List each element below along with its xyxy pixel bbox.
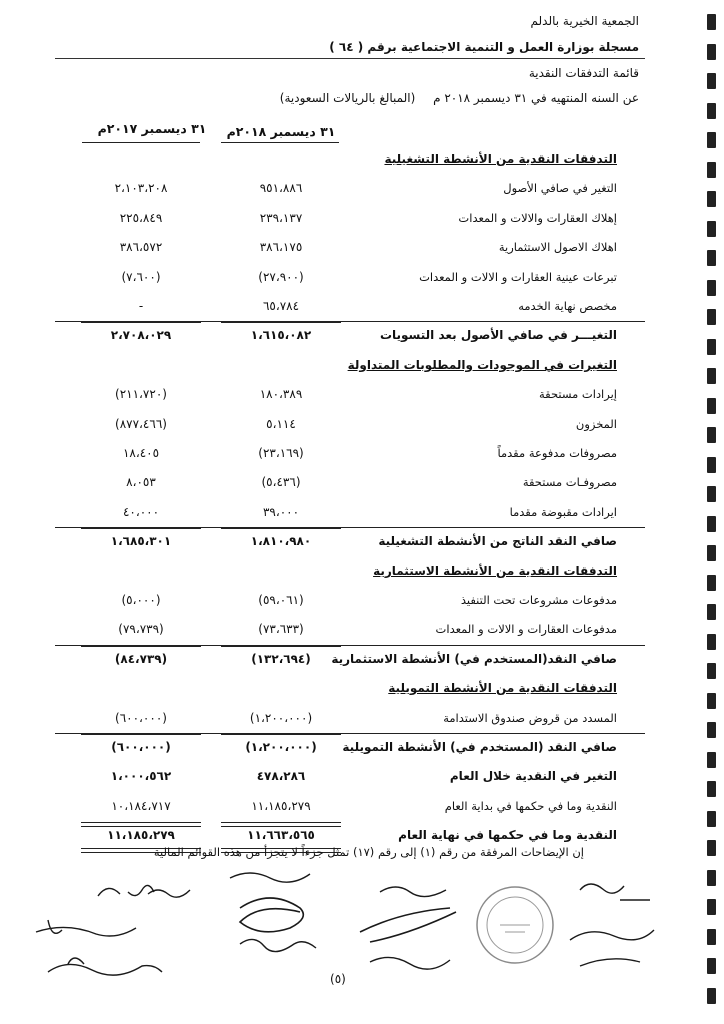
row-label: التغيرات في الموجودات والمطلوبات المتداولة	[347, 358, 617, 372]
row-label: النقدية وما في حكمها في نهاية العام	[398, 828, 617, 842]
value-2017: ٨،٠٥٣	[126, 475, 156, 489]
binding-tab	[707, 516, 716, 532]
value-2018: (١،٢٠٠،٠٠٠)	[249, 711, 313, 725]
page-number: (٥)	[330, 972, 346, 986]
binding-tab	[707, 457, 716, 473]
value-2018: (١،٢٠٠،٠٠٠)	[245, 740, 317, 754]
value-2018: (١٣٢،٦٩٤)	[251, 652, 311, 666]
value-2018: ٦٥،٧٨٤	[262, 299, 300, 313]
subtotal-rule	[81, 646, 201, 647]
binding-tab	[707, 545, 716, 561]
value-2017: (٥،٠٠٠)	[121, 593, 161, 607]
binding-tab	[707, 73, 716, 89]
row-label: التغير في صافي الأصول	[503, 181, 617, 195]
binding-tab	[707, 575, 716, 591]
signature-chairman	[28, 872, 208, 992]
table-row	[0, 211, 700, 233]
value-2018: (٥،٤٣٦)	[261, 475, 301, 489]
binding-tab	[707, 752, 716, 768]
association-seal	[470, 880, 560, 970]
value-2018: ١٨٠،٣٨٩	[259, 387, 303, 401]
value-2017: ٣٨٦،٥٧٢	[119, 240, 163, 254]
binding-tab	[707, 103, 716, 119]
row-label: إهلاك العقارات والالات و المعدات	[458, 211, 617, 225]
row-label: مدفوعات مشروعات تحت التنفيذ	[460, 593, 617, 607]
row-label: صافي النقد الناتج من الأنشطة التشغيلية	[378, 534, 617, 548]
signature-second	[210, 858, 340, 968]
value-2017: (٦٠٠،٠٠٠)	[111, 740, 171, 754]
binding-tab	[707, 663, 716, 679]
row-label: إيرادات مستحقة	[538, 387, 617, 401]
value-2017: ١٨،٤٠٥	[122, 446, 160, 460]
binding-tab	[707, 14, 716, 30]
row-label: التدفقات النقدية من الأنشطة الاستثمارية	[373, 564, 617, 578]
value-2018: (٧٣،٦٣٣)	[258, 622, 304, 636]
binding-tab	[707, 929, 716, 945]
binding-tab	[707, 840, 716, 856]
binding-tab	[707, 162, 716, 178]
value-2018: ١،٦١٥،٠٨٢	[250, 328, 312, 342]
table-row	[0, 505, 700, 527]
total-row	[0, 740, 700, 762]
subtotal-rule	[221, 822, 341, 827]
subtotal-rule	[81, 528, 201, 529]
value-2018: ٢٣٩،١٣٧	[259, 211, 303, 225]
binding-tab	[707, 634, 716, 650]
value-2017: (٨٤،٧٣٩)	[114, 652, 168, 666]
table-row	[0, 622, 700, 644]
value-2018: ١١،١٨٥،٢٧٩	[251, 799, 311, 813]
value-2017: ٢٢٥،٨٤٩	[119, 211, 163, 225]
column-header-2018: ٣١ ديسمبر ٢٠١٨م	[226, 124, 336, 139]
value-2017: (٨٧٧،٤٦٦)	[115, 417, 167, 431]
subtotal-rule	[221, 322, 341, 323]
binding-tab	[707, 899, 716, 915]
value-2017: ٤٠،٠٠٠	[122, 505, 160, 519]
row-label: النقدية وما في حكمها في بداية العام	[444, 799, 617, 813]
table-row	[0, 299, 700, 321]
subtotal-rule	[221, 734, 341, 735]
row-label: المسدد من قروض صندوق الاستدامة	[443, 711, 617, 725]
row-label: مصروفات مدفوعة مقدماً	[497, 446, 617, 460]
row-label: ايرادات مقبوضة مقدما	[509, 505, 617, 519]
value-2018: ٩٥١،٨٨٦	[259, 181, 303, 195]
subtotal-rule	[81, 822, 201, 827]
table-row	[0, 799, 700, 821]
value-2018: ٥،١١٤	[266, 417, 296, 431]
value-2018: ١١،٦٦٣،٥٦٥	[247, 828, 315, 842]
table-row	[0, 711, 700, 733]
value-2018: (٢٧،٩٠٠)	[258, 270, 304, 284]
binding-tab	[707, 44, 716, 60]
org-name: الجمعية الخيرية بالدلم	[530, 14, 639, 28]
value-2017: ١١،١٨٥،٢٧٩	[107, 828, 175, 842]
total-row	[0, 769, 700, 791]
row-label: تبرعات عينية العقارات و الالات و المعدات	[419, 270, 617, 284]
row-label: التغير في النقدية خلال العام	[449, 769, 617, 783]
binding-tab	[707, 280, 716, 296]
table-row	[0, 387, 700, 409]
table-row	[0, 593, 700, 615]
binding-tab	[707, 427, 716, 443]
row-label: مدفوعات العقارات و الالات و المعدات	[435, 622, 617, 636]
binding-tab	[707, 339, 716, 355]
currency-note: (المبالغ بالريالات السعودية)	[279, 91, 416, 105]
header-divider	[55, 58, 645, 59]
binding-tab	[707, 309, 716, 325]
value-2018: ٣٨٦،١٧٥	[259, 240, 303, 254]
column-header-2017: ٣١ ديسمبر ٢٠١٧م	[97, 121, 207, 136]
value-2018: (٢٣،١٦٩)	[258, 446, 304, 460]
binding-tab	[707, 722, 716, 738]
column-header-2018-underline	[221, 142, 339, 143]
binding-tab	[707, 988, 716, 1004]
subtotal-rule	[221, 646, 341, 647]
row-label: صافي النقد (المستخدم في) الأنشطة التمويلية	[342, 740, 617, 754]
table-row	[0, 475, 700, 497]
column-header-2017-underline	[82, 142, 200, 143]
value-2017: (٧،٦٠٠)	[121, 270, 161, 284]
binding-tab	[707, 250, 716, 266]
signature-accountant	[560, 870, 670, 980]
total-row	[0, 328, 700, 350]
statement-title: قائمة التدفقات النقدية	[528, 66, 639, 80]
value-2018: ١،٨١٠،٩٨٠	[250, 534, 312, 548]
total-row	[0, 534, 700, 556]
binding-tab	[707, 368, 716, 384]
binding-tab	[707, 870, 716, 886]
signature-treasurer	[350, 872, 470, 982]
binding-tab	[707, 958, 716, 974]
section-heading-row	[0, 152, 700, 174]
table-row	[0, 240, 700, 262]
value-2018: ٤٧٨،٢٨٦	[256, 769, 306, 783]
period-text: عن السنه المنتهيه في ٣١ ديسمبر ٢٠١٨ م	[433, 91, 639, 105]
value-2017: (٦٠٠،٠٠٠)	[115, 711, 167, 725]
subtotal-rule	[81, 322, 201, 323]
notes-disclaimer: إن الإيضاحات المرفقة من رقم (١) إلى رقم (١٧) تمثل جزءاً لا يتجزأ من هذه القوائم المالية	[153, 845, 584, 859]
value-2018: (٥٩،٠٦١)	[258, 593, 304, 607]
binding-tab	[707, 132, 716, 148]
value-2017: (٢١١،٧٢٠)	[115, 387, 167, 401]
row-label: التدفقات النقدية من الأنشطة التشغيلية	[384, 152, 617, 166]
value-2017: -	[138, 299, 144, 313]
row-label: التدفقات النقدية من الأنشطة التمويلية	[388, 681, 617, 695]
value-2017: ٢،٧٠٨،٠٢٩	[110, 328, 172, 342]
binding-tab	[707, 811, 716, 827]
total-row	[0, 652, 700, 674]
row-label: اهلاك الاصول الاستثمارية	[498, 240, 617, 254]
table-row	[0, 417, 700, 439]
binding-tab	[707, 191, 716, 207]
row-label: مصروفـات مستحقة	[522, 475, 617, 489]
value-2017: ١،٠٠٠،٥٦٢	[110, 769, 172, 783]
row-separator	[55, 321, 645, 322]
subtotal-rule	[221, 528, 341, 529]
binding-tab	[707, 604, 716, 620]
value-2018: ٣٩،٠٠٠	[262, 505, 300, 519]
section-heading-row	[0, 358, 700, 380]
binding-tab	[707, 398, 716, 414]
row-label: المخزون	[575, 417, 617, 431]
table-row	[0, 181, 700, 203]
row-separator	[55, 527, 645, 528]
binding-tab	[707, 486, 716, 502]
row-label: صافي النقد(المستخدم في) الأنشطة الاستثمارية	[331, 652, 617, 666]
row-separator	[55, 733, 645, 734]
table-row	[0, 446, 700, 468]
value-2017: ١٠،١٨٤،٧١٧	[111, 799, 171, 813]
row-separator	[55, 645, 645, 646]
section-heading-row	[0, 681, 700, 703]
value-2017: ٢،١٠٣،٢٠٨	[114, 181, 168, 195]
binding-tab	[707, 781, 716, 797]
table-row	[0, 270, 700, 292]
value-2017: ١،٦٨٥،٣٠١	[110, 534, 172, 548]
binding-tab	[707, 221, 716, 237]
row-label: مخصص نهاية الخدمه	[518, 299, 617, 313]
row-label: التغيـــر في صافي الأصول بعد التسويات	[379, 328, 617, 342]
value-2017: (٧٩،٧٣٩)	[118, 622, 164, 636]
section-heading-row	[0, 564, 700, 586]
registration-line: مسجلة بوزارة العمل و التنمية الاجتماعية برقم ( ٦٤ )	[329, 40, 639, 54]
binding-tab	[707, 693, 716, 709]
subtotal-rule	[81, 734, 201, 735]
period-line	[280, 91, 639, 105]
